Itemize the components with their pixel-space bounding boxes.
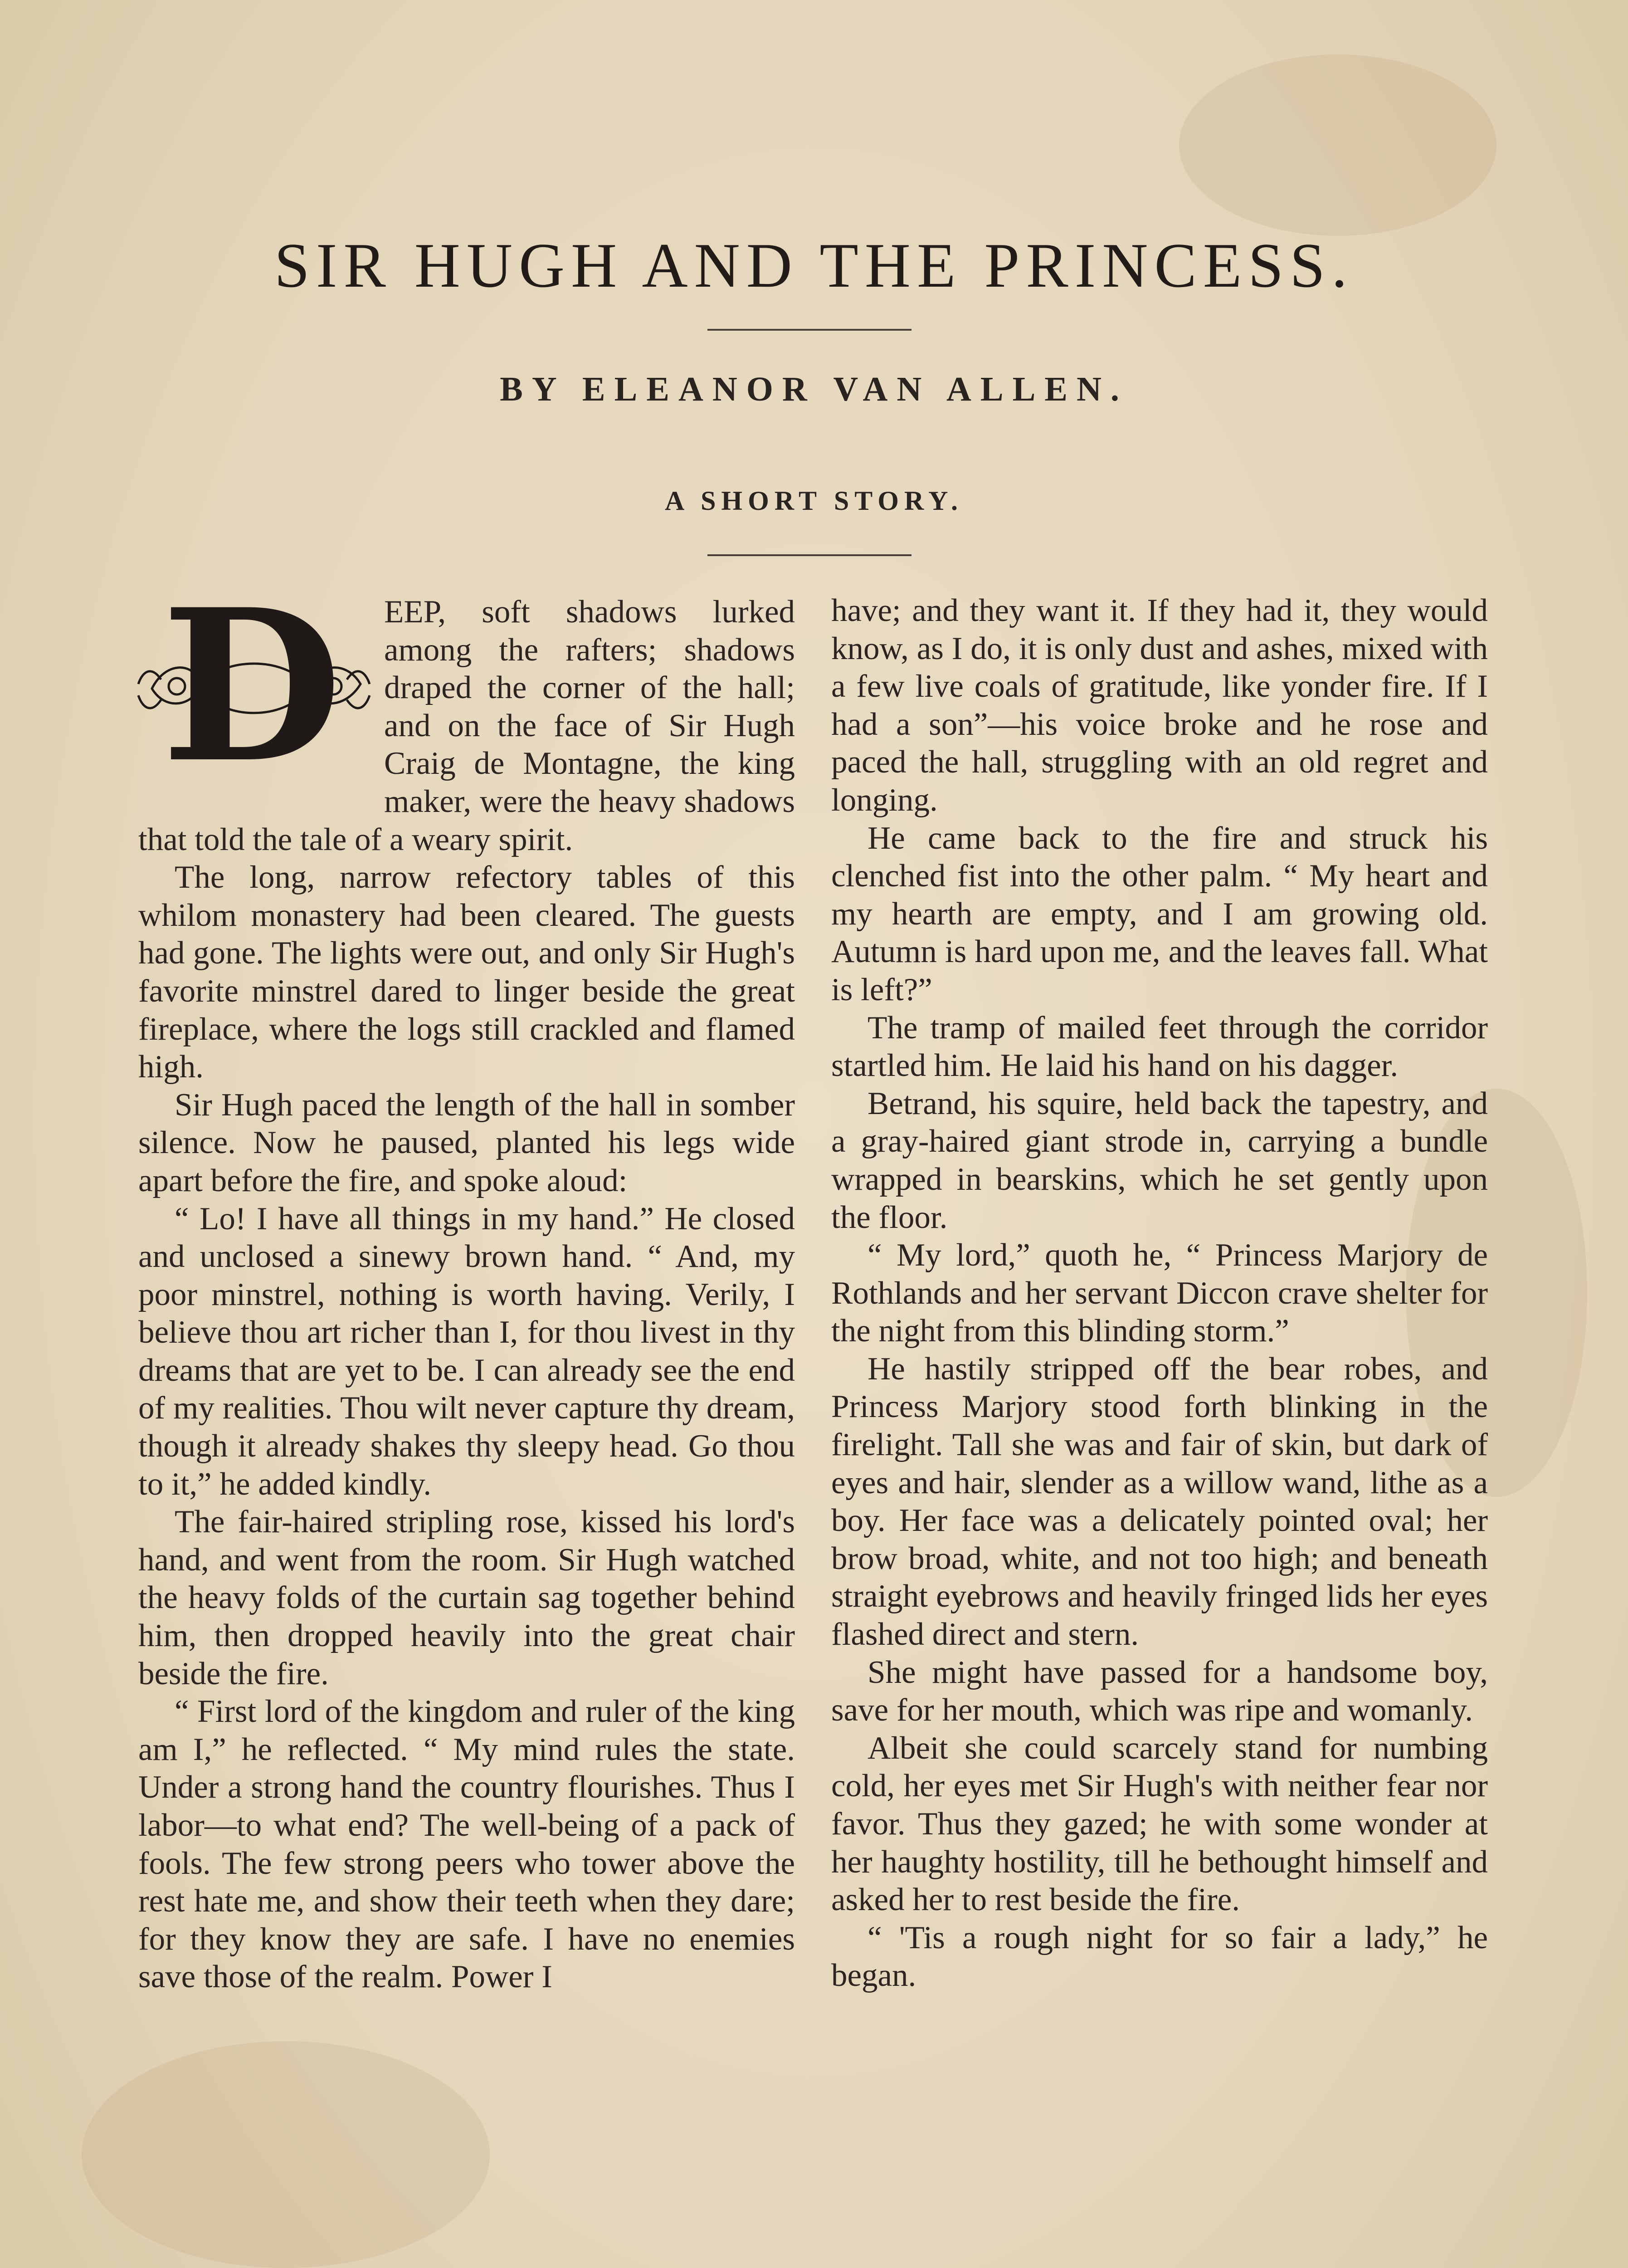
dropcap-word-rest: EEP,: [384, 594, 446, 630]
paragraph: Sir Hugh paced the length of the hall in somber silence. Now he paused, planted his legs wide apart before the fire, and spoke aloud:: [138, 1087, 795, 1198]
paragraph: The long, narrow refectory tables of this whilom monastery had been cleared. The guests had gone. The lights were out, and only Sir Hugh's favorite minstrel dared to linger beside the great fireplace, where the logs still crackled and flamed high.: [138, 860, 795, 1085]
paragraph: Albeit she could scarcely stand for numbing cold, her eyes met Sir Hugh's with neither fear nor favor. Thus they gazed; he with some wonder at her haughty hostility, till he bethought himself and asked her to rest beside the fire.: [831, 1730, 1488, 1918]
paragraph: Betrand, his squire, held back the tapestry, and a gray-haired giant strode in, carrying a bundle wrapped in bearskins, which he set gently upon the floor.: [831, 1085, 1488, 1235]
paragraph: “ Lo! I have all things in my hand.” He closed and unclosed a sinewy brown hand. “ And, my poor minstrel, nothing is worth having. Verily, I believe thou art richer than I, for thou livest in thy dreams that are yet to be. I can already see the end of my realities. Thou wilt never capture thy dream, though it already shakes thy sleepy head. Go thou to it,” he added kindly.: [138, 1201, 795, 1502]
paragraph: The tramp of mailed feet through the corridor startled him. He laid his hand on his dagger.: [831, 1010, 1488, 1084]
paragraph: “ First lord of the kingdom and ruler of the king am I,” he reflected. “ My mind rules the state. Under a strong hand the country flourishes. Thus I labor—to what end? The well-being of a pack of fools. The few strong peers who tower above the rest hate me, and show their teeth when they dare; for they know they are safe. I have no enemies save those of the realm. Power I: [138, 1694, 795, 1995]
paper-stain: [1179, 54, 1496, 236]
paragraph: He hastily stripped off the bear robes, and Princess Marjory stood forth blinking in the firelight. Tall she was and fair of skin, but dark of eyes and hair, slender as a willow wand, lithe as a boy. Her face was a delicately pointed oval; her brow broad, white, and not too high; and beneath straight eyebrows and heavily fringed lids her eyes flashed direct and stern.: [831, 1351, 1488, 1652]
article-title: SIR HUGH AND THE PRINCESS.: [274, 230, 1354, 301]
paragraph: The fair-haired stripling rose, kissed his lord's hand, and went from the room. Sir Hugh watched the heavy folds of the curtain sag together behind him, then dropped heavily into the great chair beside the fire.: [138, 1504, 795, 1691]
author-byline: BY ELEANOR VAN ALLEN.: [500, 370, 1128, 408]
paper-stain: [82, 2041, 490, 2268]
paragraph: “ 'Tis a rough night for so fair a lady,” he began.: [831, 1920, 1488, 1994]
paragraph: “ My lord,” quoth he, “ Princess Marjory de Rothlands and her servant Diccon crave shelter for the night from this blinding storm.”: [831, 1237, 1488, 1349]
text-column-left: [138, 564, 795, 1996]
paragraph-text: soft shadows lurked among the rafters; shadows draped the corner of the hall; and on the face of Sir Hugh Craig de Montagne, the king maker, were the heavy shadows that told the tale of a weary spirit.: [138, 594, 795, 857]
paragraph: [138, 564, 795, 859]
subtitle-divider: [707, 554, 911, 556]
ornamental-dropcap: [134, 564, 374, 809]
floral-ornament-icon: [134, 593, 374, 784]
paragraph: He came back to the fire and struck his clenched fist into the other palm. “ My heart and my hearth are empty, and I am growing old. Autumn is hard upon me, and the leaves fall. What is left?”: [831, 820, 1488, 1007]
dropcap-letter: D: [161, 564, 342, 809]
paragraph: have; and they want it. If they had it, they would know, as I do, it is only dust and ashes, mixed with a few live coals of gratitude, like yonder fire. If I had a son”—his voice broke and he rose and paced the hall, struggling with an old regret and longing.: [831, 593, 1488, 818]
text-column-right: [831, 592, 1488, 1995]
title-divider: [707, 329, 911, 331]
article-subtitle: A SHORT STORY.: [665, 486, 963, 516]
paragraph: She might have passed for a handsome boy, save for her mouth, which was ripe and womanly.: [831, 1654, 1488, 1728]
